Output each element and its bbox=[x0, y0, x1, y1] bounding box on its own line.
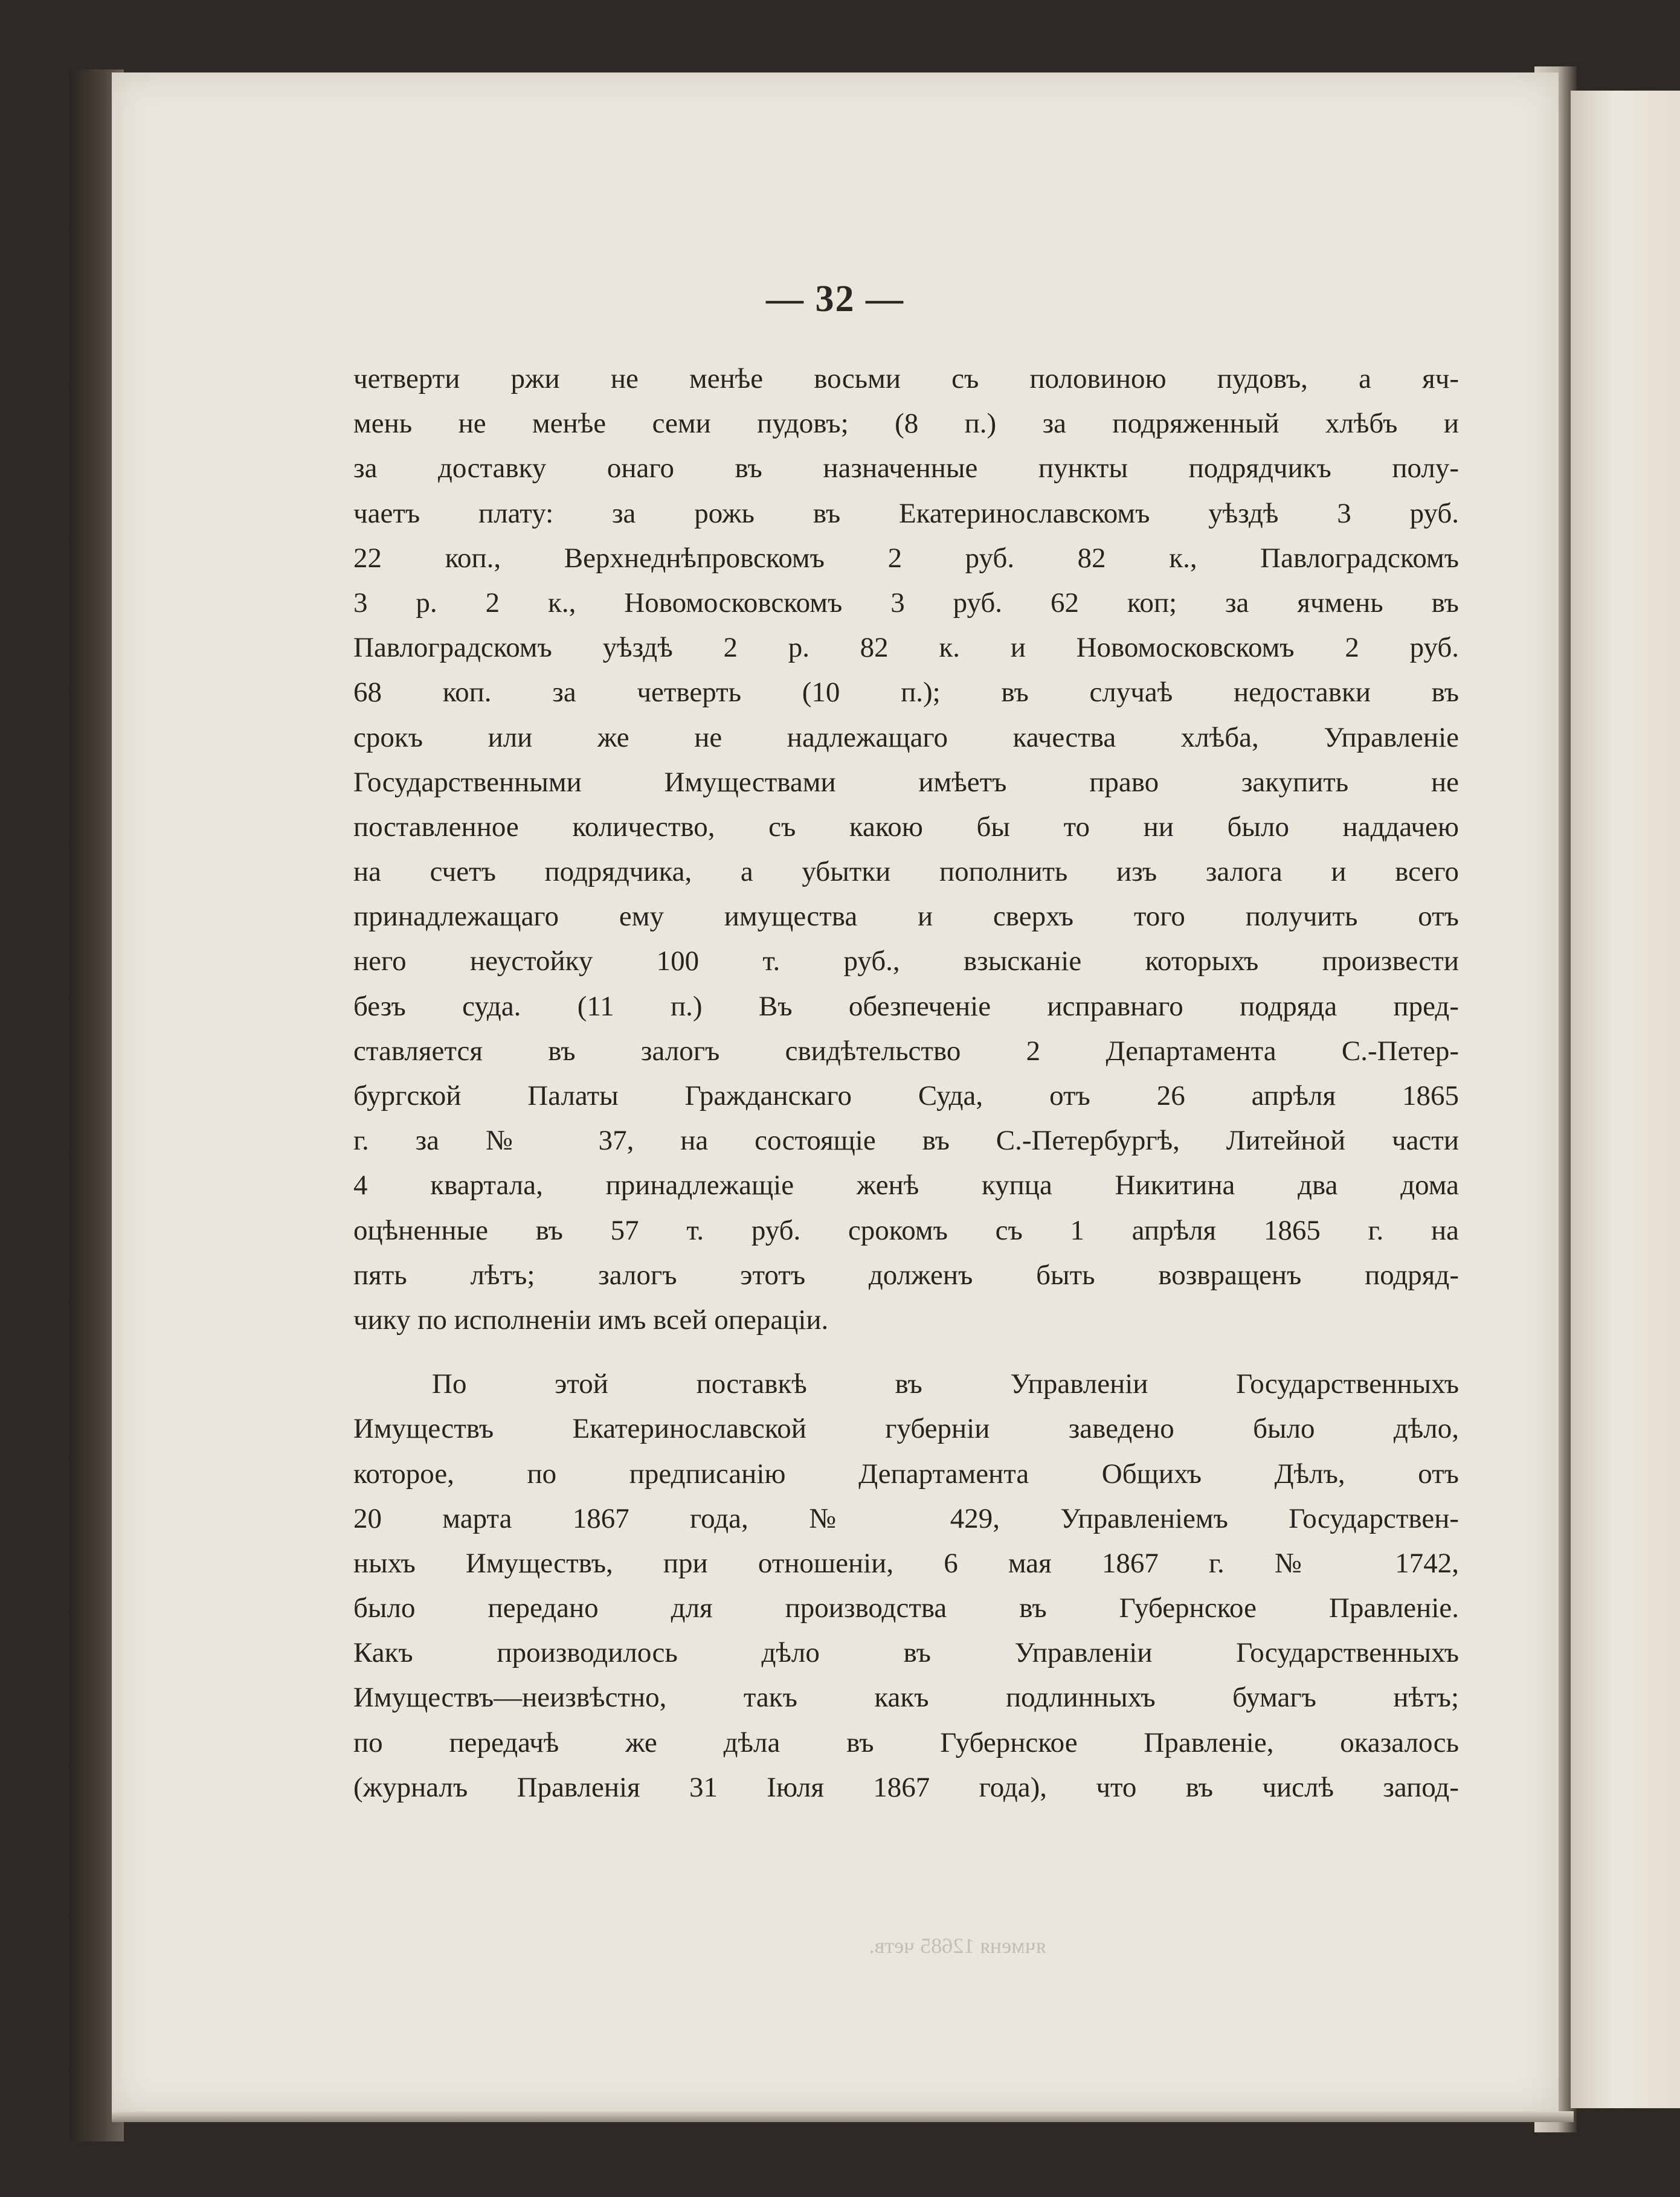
text-line: безъ суда. (11 п.) Въ обезпеченіе исправнаго подряда пред- bbox=[353, 990, 1459, 1022]
text-line: четверти ржи не менѣе восьми съ половиною пудовъ, а яч- bbox=[353, 363, 1459, 394]
text-line: мень не менѣе семи пудовъ; (8 п.) за подряженный хлѣбъ и bbox=[353, 408, 1459, 440]
text-line: по передачѣ же дѣла въ Губернское Правленіе, оказалось bbox=[353, 1726, 1459, 1758]
text-line: принадлежащаго ему имущества и сверхъ того получить отъ bbox=[353, 901, 1459, 933]
text-line: г. за № 37, на состоящіе въ С.-Петербургѣ, Литейной части bbox=[353, 1125, 1459, 1157]
text-line: ныхъ Имуществъ, при отношеніи, 6 мая 1867 г. № 1742, bbox=[353, 1547, 1459, 1579]
text-line: чаетъ плату: за рожь въ Екатеринославскомъ уѣздѣ 3 руб. bbox=[353, 497, 1459, 529]
text-line: Имуществъ—неизвѣстно, такъ какъ подлинныхъ бумагъ нѣтъ; bbox=[353, 1682, 1459, 1714]
text-line: Какъ производилось дѣло въ Управленіи Государственныхъ bbox=[353, 1637, 1459, 1669]
page-number: — 32 — bbox=[766, 278, 904, 320]
text-line: Имуществъ Екатеринославской губерніи заведено было дѣло, bbox=[353, 1413, 1459, 1445]
text-line: 4 квартала, принадлежащіе женѣ купца Никитина два дома bbox=[353, 1169, 1459, 1201]
text-line: Павлоградскомъ уѣздѣ 2 р. 82 к. и Новомосковскомъ 2 руб. bbox=[353, 632, 1459, 664]
text-line: поставленное количество, съ какою бы то ни было наддачею bbox=[353, 811, 1459, 843]
text-line: на счетъ подрядчика, а убытки пополнить изъ залога и всего bbox=[353, 856, 1459, 888]
paragraph-gap bbox=[353, 1342, 1459, 1362]
body-text bbox=[353, 356, 1459, 1810]
text-line: 3 р. 2 к., Новомосковскомъ 3 руб. 62 коп; за ячмень въ bbox=[353, 587, 1459, 619]
book-page bbox=[112, 72, 1559, 2114]
text-line: 68 коп. за четверть (10 п.); въ случаѣ недоставки въ bbox=[353, 677, 1459, 709]
text-line: за доставку онаго въ назначенные пункты подрядчикъ полу- bbox=[353, 452, 1459, 484]
text-line: чику по исполненіи имъ всей операціи. bbox=[353, 1304, 829, 1336]
text-line: него неустойку 100 т. руб., взысканіе которыхъ произвести bbox=[353, 945, 1459, 977]
text-line: 20 марта 1867 года, № 429, Управленіемъ Государствен- bbox=[353, 1502, 1459, 1534]
page-bottom-edge bbox=[112, 2111, 1574, 2122]
text-line: (журналъ Правленія 31 Іюля 1867 года), что въ числѣ запод- bbox=[353, 1771, 1459, 1803]
text-line: оцѣненные въ 57 т. руб. срокомъ съ 1 апрѣля 1865 г. на bbox=[353, 1214, 1459, 1246]
text-line: бургской Палаты Гражданскаго Суда, отъ 26 апрѣля 1865 bbox=[353, 1080, 1459, 1111]
text-line: ставляется въ залогъ свидѣтельство 2 Департамента С.-Петер- bbox=[353, 1035, 1459, 1067]
text-line: пять лѣтъ; залогъ этотъ долженъ быть возвращенъ подряд- bbox=[353, 1259, 1459, 1291]
bleed-through-text: ячменя 12685 четв. bbox=[869, 1934, 1046, 1958]
text-line: 22 коп., Верхнеднѣпровскомъ 2 руб. 82 к., Павлоградскомъ bbox=[353, 542, 1459, 574]
facing-page-edge bbox=[1571, 91, 1680, 2108]
text-line: По этой поставкѣ въ Управленіи Государственныхъ bbox=[432, 1368, 1459, 1400]
text-line: срокъ или же не надлежащаго качества хлѣба, Управленіе bbox=[353, 721, 1459, 753]
text-line: было передано для производства въ Губернское Правленіе. bbox=[353, 1592, 1459, 1624]
text-line: которое, по предписанію Департамента Общихъ Дѣлъ, отъ bbox=[353, 1458, 1459, 1490]
text-line: Государственными Имуществами имѣетъ право закупить не bbox=[353, 766, 1459, 798]
